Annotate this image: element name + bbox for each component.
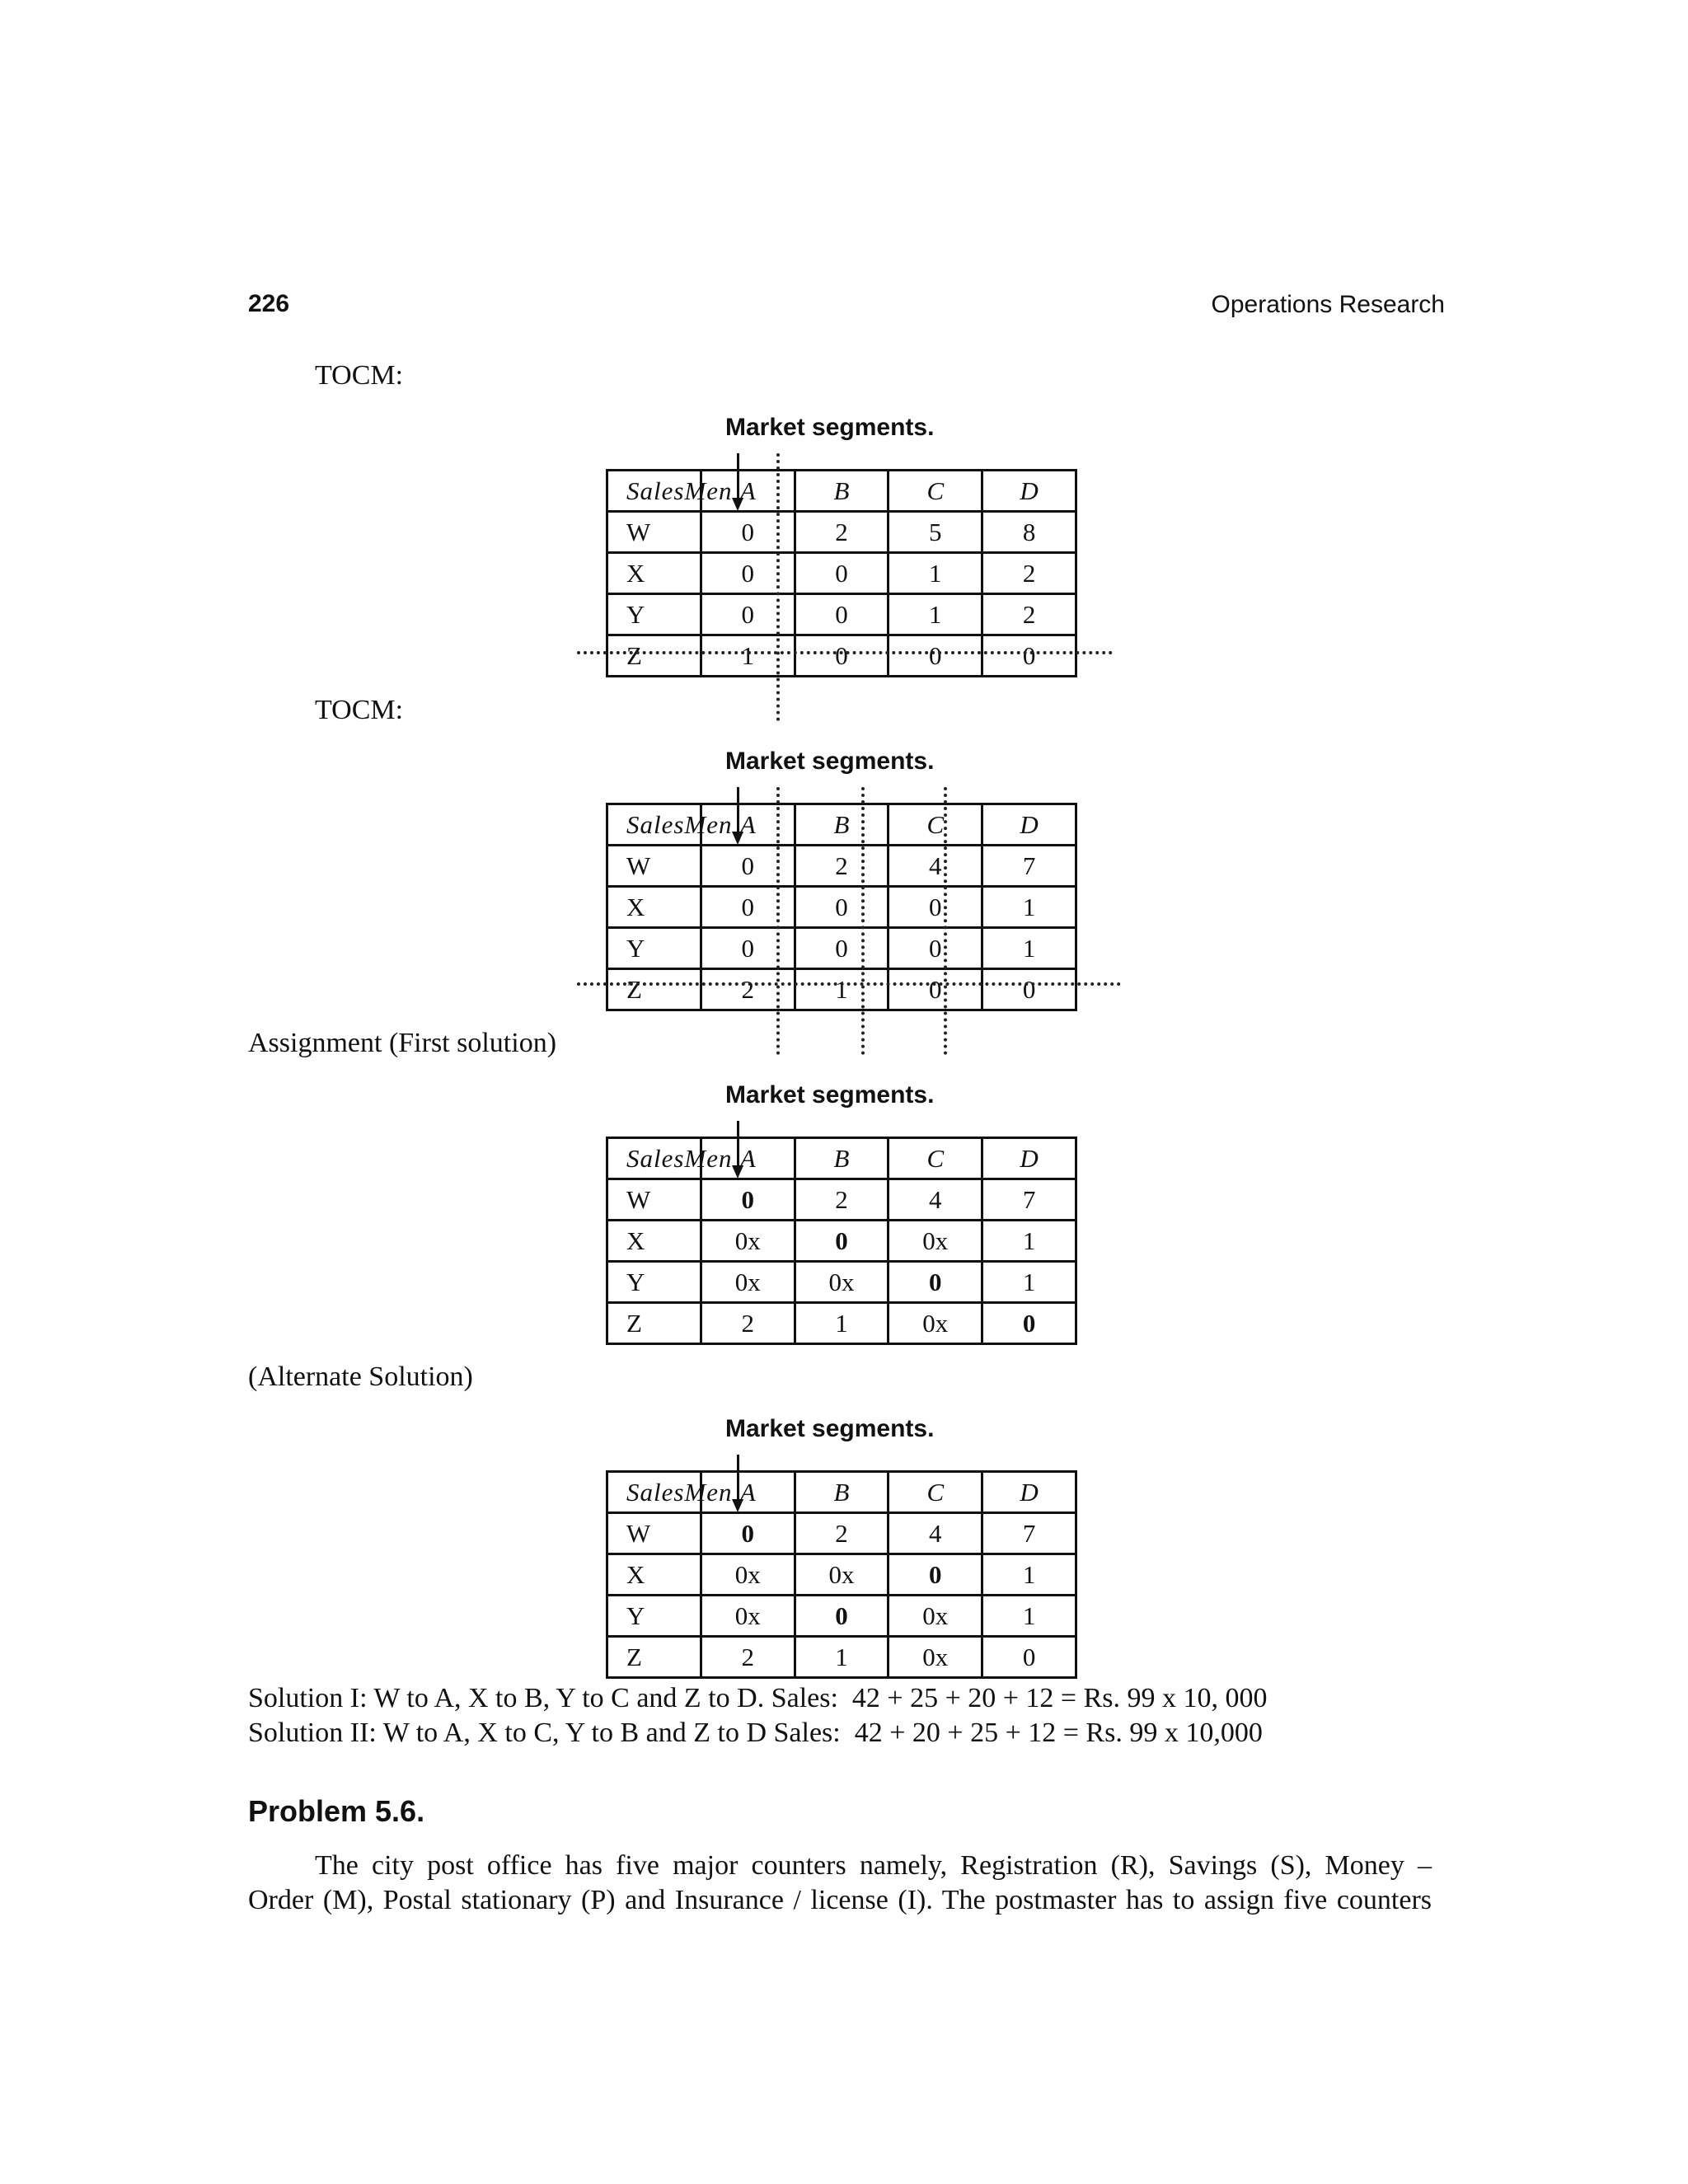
table-header-row (607, 471, 1076, 512)
table-cell: 2 (982, 594, 1076, 635)
solution-two: Solution II: W to A, X to C, Y to B and Z to D Sales: 42 + 20 + 25 + 12 = Rs. 99 x 10,000 (248, 1718, 1263, 1748)
cover-line-horizontal (577, 651, 1113, 658)
corner-header: SalesMen (607, 1138, 701, 1179)
crossed-cell: 0x (795, 1554, 889, 1596)
table-cell: 1 (982, 928, 1076, 969)
table-cell: 1 (982, 887, 1076, 928)
table-row (607, 512, 1076, 553)
table-row (607, 1262, 1076, 1303)
table-cell: 1 (889, 594, 982, 635)
crossed-cell: 0x (701, 1554, 795, 1596)
assigned-cell: 0 (982, 1303, 1076, 1344)
matrix-table-4 (606, 1470, 1077, 1679)
assigned-cell: 0 (889, 1262, 982, 1303)
table-cell: 2 (701, 1637, 795, 1678)
assigned-cell: 0 (795, 1596, 889, 1637)
table-caption-4: Market segments. (725, 1415, 935, 1442)
row-header: W (607, 512, 701, 553)
cover-line-vertical (944, 787, 950, 1055)
table-cell: 2 (701, 969, 795, 1010)
table-cell: 1 (982, 1596, 1076, 1637)
table-row (607, 1596, 1076, 1637)
table-cell: 0 (889, 635, 982, 677)
table-row (607, 1637, 1076, 1678)
table-header-row (607, 1138, 1076, 1179)
corner-header: SalesMen (607, 1472, 701, 1513)
table-cell: 0 (795, 928, 889, 969)
table-cell: 2 (795, 1179, 889, 1221)
row-header: Z (607, 1303, 701, 1344)
table-cell: 0 (701, 553, 795, 594)
problem-text-line-1: The city post office has five major counters namely, Registration (R), Savings (S), Money – (315, 1850, 1432, 1881)
row-header: Z (607, 1637, 701, 1678)
table-cell: 0 (795, 594, 889, 635)
page-number: 226 (248, 290, 290, 317)
problem-title: Problem 5.6. (248, 1794, 425, 1828)
column-header: A (701, 804, 795, 846)
cover-line-vertical (776, 787, 783, 1055)
column-header: D (982, 1472, 1076, 1513)
row-header: W (607, 846, 701, 887)
assigned-cell: 0 (701, 1179, 795, 1221)
table-cell: 0 (889, 969, 982, 1010)
row-header: Z (607, 969, 701, 1010)
table-cell: 0 (889, 887, 982, 928)
row-header: X (607, 1221, 701, 1262)
table-cell: 2 (795, 846, 889, 887)
column-header: D (982, 804, 1076, 846)
row-header: X (607, 553, 701, 594)
table-cell: 0 (795, 635, 889, 677)
row-header: Y (607, 1262, 701, 1303)
crossed-cell: 0x (889, 1303, 982, 1344)
table-cell: 1 (795, 1637, 889, 1678)
table-cell: 1 (701, 635, 795, 677)
row-header: Y (607, 1596, 701, 1637)
column-header: D (982, 1138, 1076, 1179)
column-header: B (795, 1138, 889, 1179)
table-cell: 2 (701, 1303, 795, 1344)
table-cell: 0 (982, 969, 1076, 1010)
table-cell: 0 (701, 928, 795, 969)
table-cell: 5 (889, 512, 982, 553)
table-cell: 4 (889, 1513, 982, 1554)
table-cell: 0 (795, 887, 889, 928)
row-header: X (607, 1554, 701, 1596)
table-caption-2: Market segments. (725, 748, 935, 775)
matrix-table-3 (606, 1137, 1077, 1345)
corner-header: SalesMen (607, 804, 701, 846)
table-row (607, 594, 1076, 635)
crossed-cell: 0x (889, 1637, 982, 1678)
row-header: W (607, 1513, 701, 1554)
row-header: Z (607, 635, 701, 677)
solution-one: Solution I: W to A, X to B, Y to C and Z to D. Sales: 42 + 25 + 20 + 12 = Rs. 99 x 10, 000 (248, 1683, 1268, 1713)
column-header: D (982, 471, 1076, 512)
table-cell: 1 (795, 1303, 889, 1344)
table-row (607, 1221, 1076, 1262)
cover-line-vertical (861, 787, 868, 1055)
column-header: B (795, 804, 889, 846)
table-cell: 7 (982, 1179, 1076, 1221)
table-row (607, 969, 1076, 1010)
crossed-cell: 0x (701, 1596, 795, 1637)
table-cell: 4 (889, 846, 982, 887)
table-cell: 2 (795, 1513, 889, 1554)
assigned-cell: 0 (889, 1554, 982, 1596)
assigned-cell: 0 (795, 1221, 889, 1262)
running-title: Operations Research (1211, 291, 1445, 318)
table-cell: 1 (795, 969, 889, 1010)
table-cell: 1 (982, 1554, 1076, 1596)
table-cell: 0 (701, 512, 795, 553)
table-row (607, 1554, 1076, 1596)
table-header-row (607, 804, 1076, 846)
column-header: A (701, 1472, 795, 1513)
column-header: B (795, 1472, 889, 1513)
table-cell: 0 (982, 1637, 1076, 1678)
table-cell: 1 (982, 1221, 1076, 1262)
row-header: W (607, 1179, 701, 1221)
section-label-tocm-2: TOCM: (315, 695, 404, 725)
column-header: C (889, 1138, 982, 1179)
cover-line-vertical (776, 453, 783, 721)
table-cell: 8 (982, 512, 1076, 553)
section-label-alternate-solution: (Alternate Solution) (248, 1361, 473, 1392)
table-cell: 0 (795, 553, 889, 594)
table-cell: 2 (982, 553, 1076, 594)
matrix-table-2 (606, 803, 1077, 1011)
column-header: C (889, 1472, 982, 1513)
section-label-first-solution: Assignment (First solution) (248, 1028, 557, 1058)
cover-line-horizontal (577, 982, 1121, 989)
assigned-cell: 0 (701, 1513, 795, 1554)
table-row (607, 887, 1076, 928)
problem-text-line-2: Order (M), Postal stationary (P) and Insurance / license (I). The postmaster has to assign five counters (248, 1885, 1432, 1915)
column-header: A (701, 1138, 795, 1179)
row-header: X (607, 887, 701, 928)
column-header: B (795, 471, 889, 512)
matrix-table-1 (606, 469, 1077, 677)
row-header: Y (607, 928, 701, 969)
column-header: A (701, 471, 795, 512)
table-row (607, 846, 1076, 887)
row-header: Y (607, 594, 701, 635)
crossed-cell: 0x (701, 1221, 795, 1262)
table-cell: 0 (982, 635, 1076, 677)
table-caption-1: Market segments. (725, 414, 935, 441)
corner-header: SalesMen (607, 471, 701, 512)
column-header: C (889, 804, 982, 846)
table-cell: 7 (982, 846, 1076, 887)
table-cell: 1 (889, 553, 982, 594)
table-cell: 0 (701, 846, 795, 887)
table-row (607, 1303, 1076, 1344)
crossed-cell: 0x (889, 1221, 982, 1262)
table-cell: 7 (982, 1513, 1076, 1554)
table-cell: 0 (701, 594, 795, 635)
table-cell: 1 (982, 1262, 1076, 1303)
column-header: C (889, 471, 982, 512)
table-row (607, 1179, 1076, 1221)
table-header-row (607, 1472, 1076, 1513)
crossed-cell: 0x (889, 1596, 982, 1637)
crossed-cell: 0x (701, 1262, 795, 1303)
table-cell: 4 (889, 1179, 982, 1221)
table-row (607, 1513, 1076, 1554)
section-label-tocm-1: TOCM: (315, 360, 404, 391)
table-cell: 0 (701, 887, 795, 928)
crossed-cell: 0x (795, 1262, 889, 1303)
table-row (607, 553, 1076, 594)
table-cell: 0 (889, 928, 982, 969)
table-row (607, 928, 1076, 969)
table-caption-3: Market segments. (725, 1081, 935, 1108)
table-cell: 2 (795, 512, 889, 553)
